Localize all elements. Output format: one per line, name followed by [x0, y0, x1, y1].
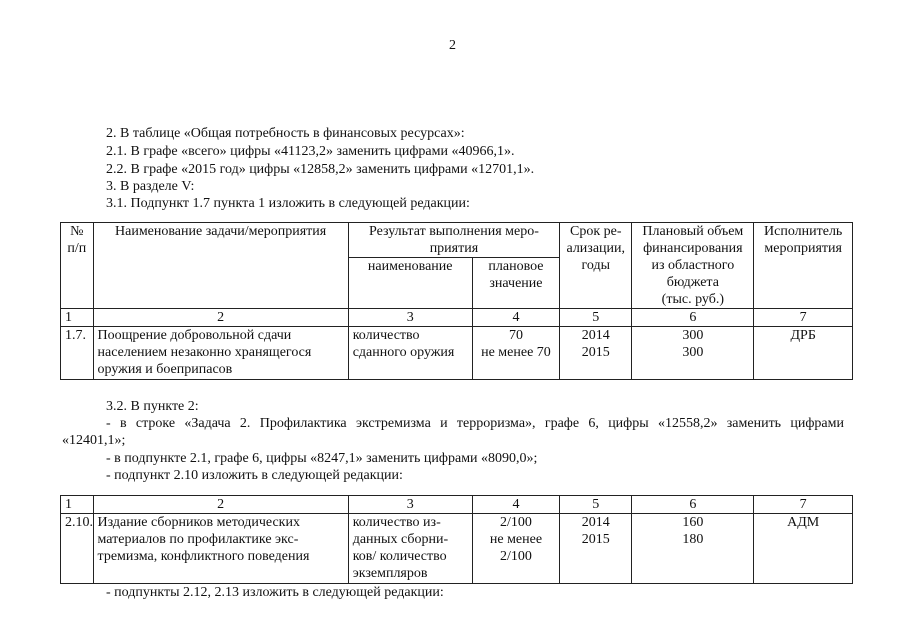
- table-subitem-1-7: [60, 222, 853, 380]
- col-number: 5: [560, 496, 632, 514]
- header-task: Наименование задачи/мероприятия: [93, 223, 348, 309]
- header-funding: Плановый объем финансирования из областного бюджета (тыс. руб.): [632, 223, 754, 309]
- row-indicator: количество сданного оружия: [348, 327, 472, 380]
- table-subitem-2-10: [60, 495, 853, 584]
- col-number: 6: [632, 496, 754, 514]
- table-row: [61, 514, 853, 584]
- paragraph-2-2: 2.2. В графе «2015 год» цифры «12858,2» заменить цифрами «12701,1».: [106, 162, 535, 177]
- row-value: 2/100 не менее 2/100: [472, 514, 559, 584]
- bullet-line-2: - в подпункте 2.1, графе 6, цифры «8247,1» заменить цифрами «8090,0»;: [106, 451, 538, 466]
- final-line: - подпункты 2.12, 2.13 изложить в следующей редакции:: [106, 585, 444, 600]
- row-task: Издание сборников методических материалов по профилактике экс- тремизма, конфликтного поведения: [93, 514, 348, 584]
- row-executor: АДМ: [754, 514, 853, 584]
- paragraph-2-1: 2.1. В графе «всего» цифры «41123,2» заменить цифрами «40966,1».: [106, 144, 515, 159]
- col-number: 2: [93, 496, 348, 514]
- row-funding: 160 180: [632, 514, 754, 584]
- bullet-line-1b: «12401,1»;: [62, 433, 126, 448]
- header-result-name: наименование: [348, 258, 472, 309]
- col-number: 2: [93, 309, 348, 327]
- row-years: 2014 2015: [560, 327, 632, 380]
- row-executor: ДРБ: [754, 327, 853, 380]
- paragraph-3-2: 3.2. В пункте 2:: [106, 399, 199, 414]
- row-task: Поощрение добровольной сдачи населением незаконно хранящегося оружия и боеприпасов: [93, 327, 348, 380]
- col-number: 4: [472, 496, 559, 514]
- header-term: Срок ре- ализации, годы: [560, 223, 632, 309]
- row-number: 1.7.: [61, 327, 94, 380]
- row-number: 2.10.: [61, 514, 94, 584]
- paragraph-2: 2. В таблице «Общая потребность в финансовых ресурсах»:: [106, 126, 465, 141]
- col-number: 1: [61, 496, 94, 514]
- header-executor: Исполнитель мероприятия: [754, 223, 853, 309]
- bullet-line-3: - подпункт 2.10 изложить в следующей редакции:: [106, 468, 403, 483]
- header-num: № п/п: [61, 223, 94, 309]
- page-number: 2: [449, 38, 456, 53]
- col-number: 6: [632, 309, 754, 327]
- header-result-value: плановое значение: [472, 258, 559, 309]
- paragraph-3-1: 3.1. Подпункт 1.7 пункта 1 изложить в следующей редакции:: [106, 196, 470, 211]
- row-indicator: количество из- данных сборни- ков/ количество экземпляров: [348, 514, 472, 584]
- col-number: 7: [754, 309, 853, 327]
- col-number: 5: [560, 309, 632, 327]
- col-number: 3: [348, 309, 472, 327]
- column-number-row: [61, 496, 853, 514]
- bullet-line-1a: - в строке «Задача 2. Профилактика экстремизма и терроризма», графе 6, цифры «12558,2» заменить цифрами: [106, 416, 844, 431]
- header-result: Результат выполнения меро- приятия: [348, 223, 559, 258]
- paragraph-3: 3. В разделе V:: [106, 179, 195, 194]
- col-number: 1: [61, 309, 94, 327]
- row-funding: 300 300: [632, 327, 754, 380]
- column-number-row: [61, 309, 853, 327]
- col-number: 3: [348, 496, 472, 514]
- table-row: [61, 327, 853, 380]
- col-number: 4: [472, 309, 559, 327]
- row-years: 2014 2015: [560, 514, 632, 584]
- row-value: 70 не менее 70: [472, 327, 559, 380]
- col-number: 7: [754, 496, 853, 514]
